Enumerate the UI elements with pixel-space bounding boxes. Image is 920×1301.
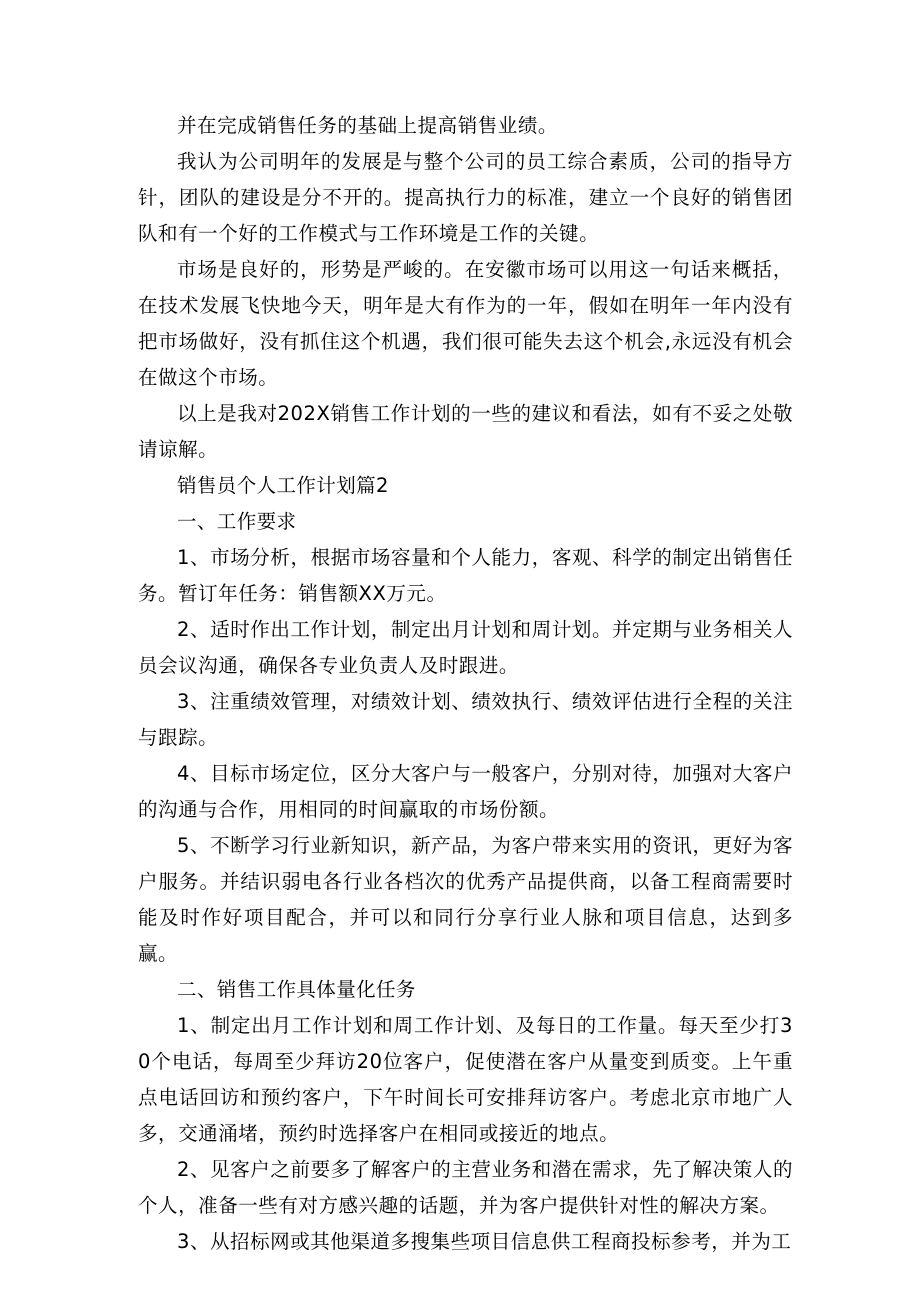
paragraph-sales-goal: 并在完成销售任务的基础上提高销售业绩。: [177, 114, 558, 137]
paragraph-closing-remarks: 以上是我对202X销售工作计划的一些的建议和看法，如有不妥之处敬请谅解。: [138, 402, 793, 461]
list-item-project-information: 3、从招标网或其他渠道多搜集些项目信息供工程商投标参考，并为工: [177, 1230, 792, 1253]
list-item-performance-management: 3、注重绩效管理，对绩效计划、绩效执行、绩效评估进行全程的关注与跟踪。: [138, 690, 793, 749]
list-item-continuous-learning: 5、不断学习行业新知识，新产品，为客户带来实用的资讯，更好为客户服务。并结识弱电各行业各档次的优秀产品提供商，以备工程商需要时能及时作好项目配合，并可以和同行分享行业人脉和项目信息，达到多赢。: [138, 834, 793, 965]
list-item-work-plan: 2、适时作出工作计划，制定出月计划和周计划。并定期与业务相关人员会议沟通，确保各专业负责人及时跟进。: [138, 618, 793, 677]
list-item-client-preparation: 2、见客户之前要多了解客户的主营业务和潜在需求，先了解决策人的个人，准备一些有对方感兴趣的话题，并为客户提供针对性的解决方案。: [138, 1158, 793, 1217]
list-item-daily-workload: 1、制定出月工作计划和周工作计划、及每日的工作量。每天至少打30个电话，每周至少拜访20位客户，促使潜在客户从量变到质变。上午重点电话回访和预约客户，下午时间长可安排拜访客户。考虑北京市地广人多，交通涌堵，预约时选择客户在相同或接近的地点。: [138, 1014, 793, 1145]
paragraph-market-situation: 市场是良好的，形势是严峻的。在安徽市场可以用这一句话来概括，在技术发展飞快地今天，明年是大有作为的一年，假如在明年一年内没有把市场做好，没有抓住这个机遇，我们很可能失去这个机会,永远没有机会在做这个市场。: [138, 258, 793, 389]
document-body: [138, 108, 793, 1260]
heading-quantified-tasks: 二、销售工作具体量化任务: [177, 978, 416, 1001]
section-title-plan-2: 销售员个人工作计划篇2: [177, 474, 389, 497]
list-item-market-analysis: 1、市场分析，根据市场容量和个人能力，客观、科学的制定出销售任务。暂订年任务：销售额XX万元。: [138, 546, 793, 605]
list-item-target-market: 4、目标市场定位，区分大客户与一般客户，分别对待，加强对大客户的沟通与合作，用相同的时间赢取的市场份额。: [138, 762, 793, 821]
heading-work-requirements: 一、工作要求: [177, 510, 297, 533]
paragraph-company-development: 我认为公司明年的发展是与整个公司的员工综合素质，公司的指导方针，团队的建设是分不开的。提高执行力的标准，建立一个良好的销售团队和有一个好的工作模式与工作环境是工作的关键。: [138, 150, 793, 245]
